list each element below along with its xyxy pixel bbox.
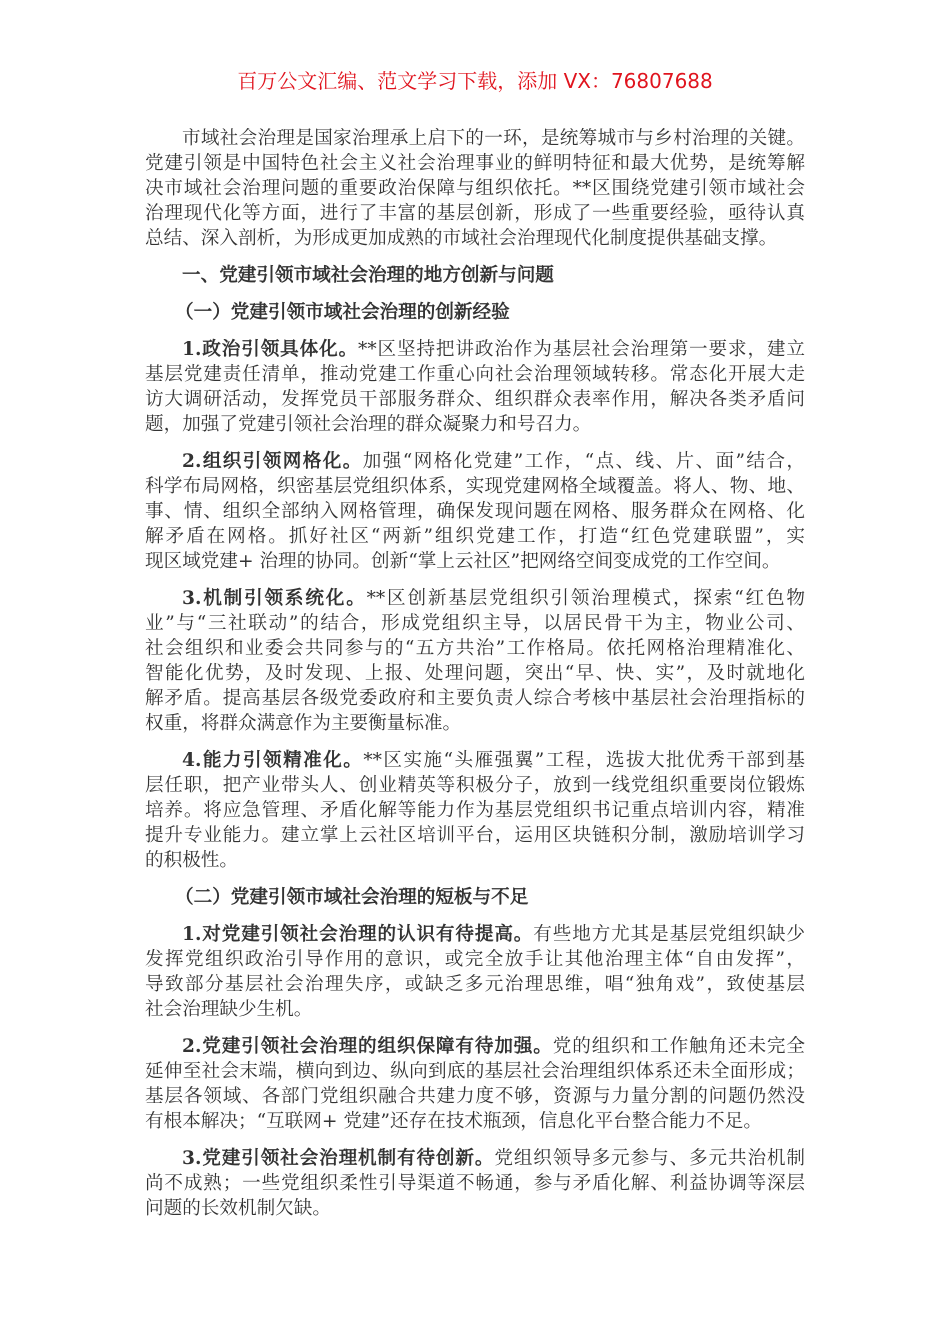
line-text: **区创新基层党组织引领治理模式，探索“红色物 xyxy=(366,588,805,609)
text-line xyxy=(145,798,805,823)
paragraph-lead: 1.政治引领具体化。 xyxy=(182,339,359,360)
line-text: 尚不成熟；一些党组织柔性引导渠道不畅通，参与矛盾化解、利益协调等深层 xyxy=(145,1173,805,1194)
text-line xyxy=(145,226,805,251)
text-line xyxy=(145,1171,805,1196)
line-text: 解矛盾在网格。抓好社区“两新”组织党建工作，打造“红色党建联盟”，实 xyxy=(145,526,805,547)
line-text: 的积极性。 xyxy=(145,850,238,871)
text-line xyxy=(145,499,805,524)
line-text: 延伸至社会末端，横向到边、纵向到底的基层社会治理组织体系还未全面形成； xyxy=(145,1061,805,1082)
line-text: 智能化优势，及时发现、上报、处理问题，突出“早、快、实”，及时就地化 xyxy=(145,663,805,684)
text-line xyxy=(145,337,805,362)
text-line xyxy=(145,362,805,387)
line-text: 权重，将群众满意作为主要衡量标准。 xyxy=(145,713,462,734)
text-line xyxy=(145,1109,805,1134)
text-line xyxy=(145,922,805,947)
text-line xyxy=(145,1084,805,1109)
line-text: 提升专业能力。建立掌上云社区培训平台，运用区块链积分制，激励培训学习 xyxy=(145,825,805,846)
text-line xyxy=(145,748,805,773)
paragraph-lead: 4.能力引领精准化。 xyxy=(182,750,364,771)
line-text: 题，加强了党建引领社会治理的群众凝聚力和号召力。 xyxy=(145,414,592,435)
text-line xyxy=(145,997,805,1022)
line-text: 发挥党组织政治引导作用的意识，或完全放手让其他治理主体“自由发挥”， xyxy=(145,949,805,970)
text-line xyxy=(145,300,805,325)
text-line xyxy=(145,201,805,226)
line-text: （二）党建引领市域社会治理的短板与不足 xyxy=(175,887,529,908)
line-text: 市域社会治理是国家治理承上启下的一环，是统筹城市与乡村治理的关键。 xyxy=(182,128,805,149)
text-line xyxy=(145,823,805,848)
line-text: 问题的长效机制欠缺。 xyxy=(145,1198,331,1219)
text-line xyxy=(145,1146,805,1171)
text-line xyxy=(145,549,805,574)
watermark-banner: 百万公文汇编、范文学习下载，添加 VX：76807688 xyxy=(237,69,713,93)
line-text: 培养。将应急管理、矛盾化解等能力作为基层党组织书记重点培训内容，精准 xyxy=(145,800,805,821)
text-line xyxy=(145,387,805,412)
line-text: （一）党建引领市域社会治理的创新经验 xyxy=(175,302,510,323)
line-text: 党建引领是中国特色社会主义社会治理事业的鲜明特征和最大优势，是统筹解 xyxy=(145,153,805,174)
text-line xyxy=(145,947,805,972)
text-line xyxy=(145,524,805,549)
paragraph xyxy=(145,1146,805,1221)
line-text: 事、情、组织全部纳入网格管理，确保发现问题在网格、服务群众在网格、化 xyxy=(145,501,805,522)
text-line xyxy=(145,773,805,798)
line-text: 业”与“三社联动”的结合，形成党组织主导，以居民骨干为主，物业公司、 xyxy=(145,613,805,634)
line-text: 有些地方尤其是基层党组织缺少 xyxy=(533,924,805,945)
line-text: **区坚持把讲政治作为基层社会治理第一要求，建立 xyxy=(358,339,805,360)
text-line xyxy=(145,686,805,711)
paragraph-lead: 2.组织引领网格化。 xyxy=(182,451,363,472)
text-line xyxy=(145,636,805,661)
line-text: 社会组织和业委会共同参与的“五方共治”工作格局。依托网格治理精准化、 xyxy=(145,638,805,659)
line-text: 社会治理缺少生机。 xyxy=(145,999,313,1020)
subsection-heading xyxy=(145,300,805,325)
line-text: 有根本解决；“互联网+ 党建”还存在技术瓶颈，信息化平台整合能力不足。 xyxy=(145,1111,762,1132)
line-text: 治理现代化等方面，进行了丰富的基层创新，形成了一些重要经验，亟待认真 xyxy=(145,203,805,224)
text-line xyxy=(145,1034,805,1059)
text-line xyxy=(145,1059,805,1084)
line-text: 党的组织和工作触角还未完全 xyxy=(552,1036,805,1057)
line-text: 层任职，把产业带头人、创业精英等积极分子，放到一线党组织重要岗位锻炼 xyxy=(145,775,805,796)
line-text: **区实施“头雁强翼”工程，选拔大批优秀干部到基 xyxy=(363,750,805,771)
paragraph xyxy=(145,449,805,574)
text-line xyxy=(145,151,805,176)
section-heading xyxy=(145,263,805,288)
paragraph-lead: 2.党建引领社会治理的组织保障有待加强。 xyxy=(182,1036,553,1057)
text-line xyxy=(145,412,805,437)
paragraph-lead: 3.党建引领社会治理机制有待创新。 xyxy=(182,1148,495,1169)
subsection-heading xyxy=(145,885,805,910)
text-line xyxy=(145,586,805,611)
line-text: 现区域党建+ 治理的协同。创新“掌上云社区”把网络空间变成党的工作空间。 xyxy=(145,551,781,572)
paragraph-lead: 1.对党建引领社会治理的认识有待提高。 xyxy=(182,924,534,945)
line-text: 基层党建责任清单，推动党建工作重心向社会治理领域转移。常态化开展大走 xyxy=(145,364,805,385)
paragraph-lead: 3.机制引领系统化。 xyxy=(182,588,367,609)
line-text: 党组织领导多元参与、多元共治机制 xyxy=(494,1148,805,1169)
text-line xyxy=(145,661,805,686)
line-text: 总结、深入剖析，为形成更加成熟的市域社会治理现代化制度提供基础支撑。 xyxy=(145,228,778,249)
text-line xyxy=(145,474,805,499)
text-line xyxy=(145,611,805,636)
line-text: 科学布局网格，织密基层党组织体系，实现党建网格全域覆盖。将人、物、地、 xyxy=(145,476,805,497)
line-text: 基层各领域、各部门党组织融合共建力度不够，资源与力量分割的问题仍然没 xyxy=(145,1086,805,1107)
text-line xyxy=(145,885,805,910)
document-body xyxy=(145,126,805,1221)
line-text: 解矛盾。提高基层各级党委政府和主要负责人综合考核中基层社会治理指标的 xyxy=(145,688,805,709)
paragraph xyxy=(145,922,805,1022)
paragraph xyxy=(145,126,805,251)
paragraph xyxy=(145,337,805,437)
text-line xyxy=(145,972,805,997)
paragraph xyxy=(145,586,805,736)
text-line xyxy=(145,1196,805,1221)
line-text: 加强“网格化党建”工作，“点、线、片、面”结合， xyxy=(362,451,805,472)
line-text: 决市域社会治理问题的重要政治保障与组织依托。**区围绕党建引领市域社会 xyxy=(145,178,805,199)
text-line xyxy=(145,126,805,151)
line-text: 导致部分基层社会治理失序，或缺乏多元治理思维，唱“独角戏”，致使基层 xyxy=(145,974,805,995)
text-line xyxy=(145,449,805,474)
paragraph xyxy=(145,748,805,873)
text-line xyxy=(145,711,805,736)
line-text: 一、党建引领市域社会治理的地方创新与问题 xyxy=(182,265,554,286)
paragraph xyxy=(145,1034,805,1134)
text-line xyxy=(145,848,805,873)
line-text: 访大调研活动，发挥党员干部服务群众、组织群众表率作用，解决各类矛盾问 xyxy=(145,389,805,410)
text-line xyxy=(145,263,805,288)
text-line xyxy=(145,176,805,201)
